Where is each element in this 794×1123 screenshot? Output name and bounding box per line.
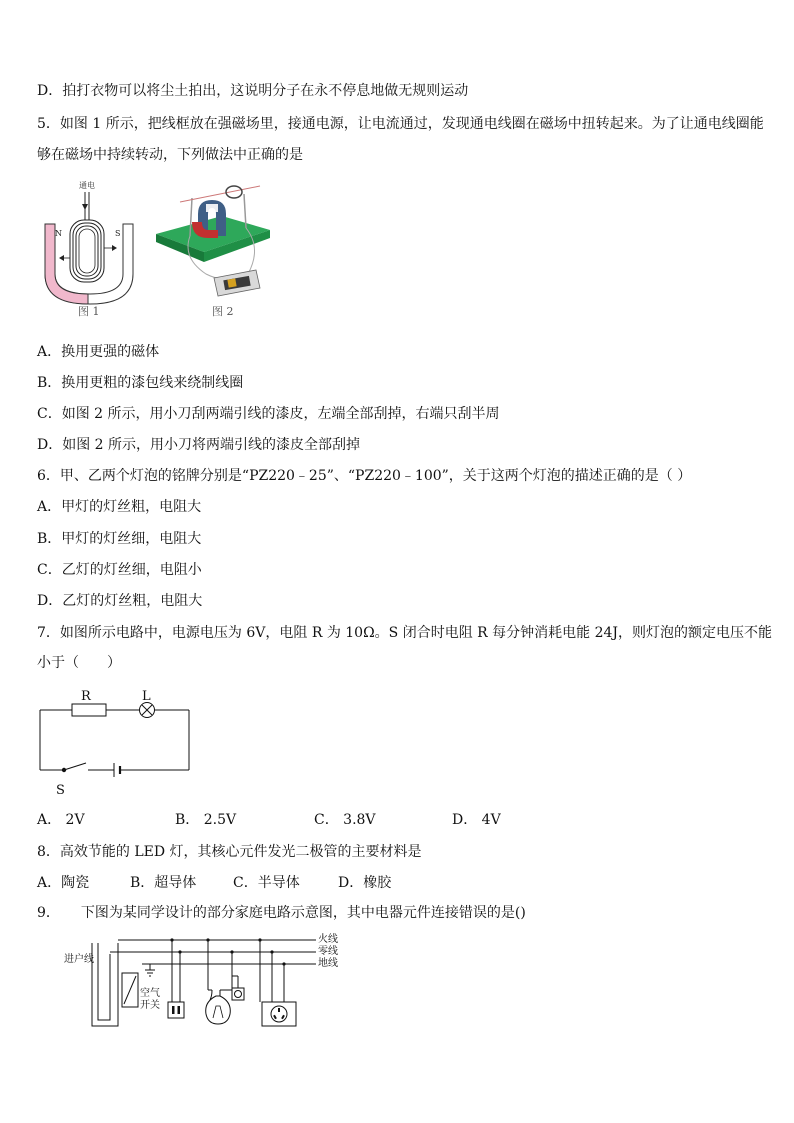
q9-breaker-label-2: 开关: [140, 1000, 160, 1011]
q7-switch-label: S: [56, 783, 65, 798]
q5-fig1-pole-s: S: [115, 229, 121, 238]
q7-stem-line1: 7．如图所示电路中，电源电压为 6V，电阻 R 为 10Ω。S 闭合时电阻 R 每分钟消耗电能 24J，则灯泡的额定电压不能: [37, 625, 773, 641]
q5-figure-1: [40, 178, 140, 320]
q9-household-circuit-diagram: [62, 928, 352, 1032]
q7-option-b: B． 2.5V: [175, 812, 237, 828]
q7-option-a: A． 2V: [37, 812, 85, 828]
q7-resistor-symbol: [72, 704, 106, 716]
q5-option-c: C．如图 2 所示，用小刀刮两端引线的漆皮，左端全部刮掉，右端只刮半周: [37, 406, 500, 422]
q9-ground-label: 地线: [318, 958, 338, 969]
q8-option-c: C．半导体: [233, 875, 300, 891]
q7-option-d: D． 4V: [452, 812, 501, 828]
q9-breaker-label-1: 空气: [140, 988, 160, 999]
q9-lamp-switch: [232, 988, 244, 1000]
q9-stem: 9． 下图为某同学设计的部分家庭电路示意图，其中电器元件连接错误的是(): [37, 905, 526, 921]
q5-option-a: A．换用更强的磁体: [37, 344, 160, 360]
q9-lamp-bulb: [206, 996, 231, 1024]
q8-option-a: A．陶瓷: [37, 875, 90, 891]
q5-fig1-current-label: 通电: [79, 181, 95, 190]
q5-figure-2: [152, 178, 278, 320]
q5-fig2-caption: 图 2: [212, 305, 234, 318]
q9-live-label: 火线: [318, 934, 338, 945]
q8-stem: 8．高效节能的 LED 灯，其核心元件发光二极管的主要材料是: [37, 844, 422, 860]
q9-neutral-label: 零线: [318, 946, 338, 957]
q6-option-d: D．乙灯的灯丝粗，电阻大: [37, 593, 203, 609]
q9-two-hole-socket: [168, 1002, 184, 1018]
q7-stem-line2: 小于（ ）: [37, 655, 121, 671]
q7-option-c: C． 3.8V: [314, 812, 376, 828]
q7-circuit-diagram: [36, 684, 196, 800]
q5-stem-line2: 够在磁场中持续转动，下列做法中正确的是: [37, 147, 303, 163]
q6-option-a: A．甲灯的灯丝粗，电阻大: [37, 499, 202, 515]
q4-option-d: D．拍打衣物可以将尘土拍出，这说明分子在永不停息地做无规则运动: [37, 83, 469, 99]
q5-fig1-pole-n: N: [55, 229, 62, 238]
q8-option-d: D．橡胶: [338, 875, 392, 891]
q6-stem: 6．甲、乙两个灯泡的铭牌分别是“PZ220﹣25”、“PZ220﹣100”，关于这两个灯泡的描述正确的是（ ）: [37, 468, 692, 484]
q6-option-c: C．乙灯的灯丝细，电阻小: [37, 562, 202, 578]
q8-option-b: B．超导体: [130, 875, 197, 891]
q5-option-b: B．换用更粗的漆包线来绕制线圈: [37, 375, 244, 391]
q5-fig1-caption: 图 1: [78, 305, 100, 318]
q9-entry-label: 进户线: [64, 954, 94, 965]
q7-resistor-label: R: [81, 689, 91, 704]
q5-stem-line1: 5．如图 1 所示，把线框放在强磁场里，接通电源，让电流通过，发现通电线圈在磁场中扭转起来。为了让通电线圈能: [37, 116, 764, 132]
q7-lamp-label: L: [142, 689, 151, 704]
q6-option-b: B．甲灯的灯丝细，电阻大: [37, 531, 202, 547]
q5-option-d: D．如图 2 所示，用小刀将两端引线的漆皮全部刮掉: [37, 437, 361, 453]
